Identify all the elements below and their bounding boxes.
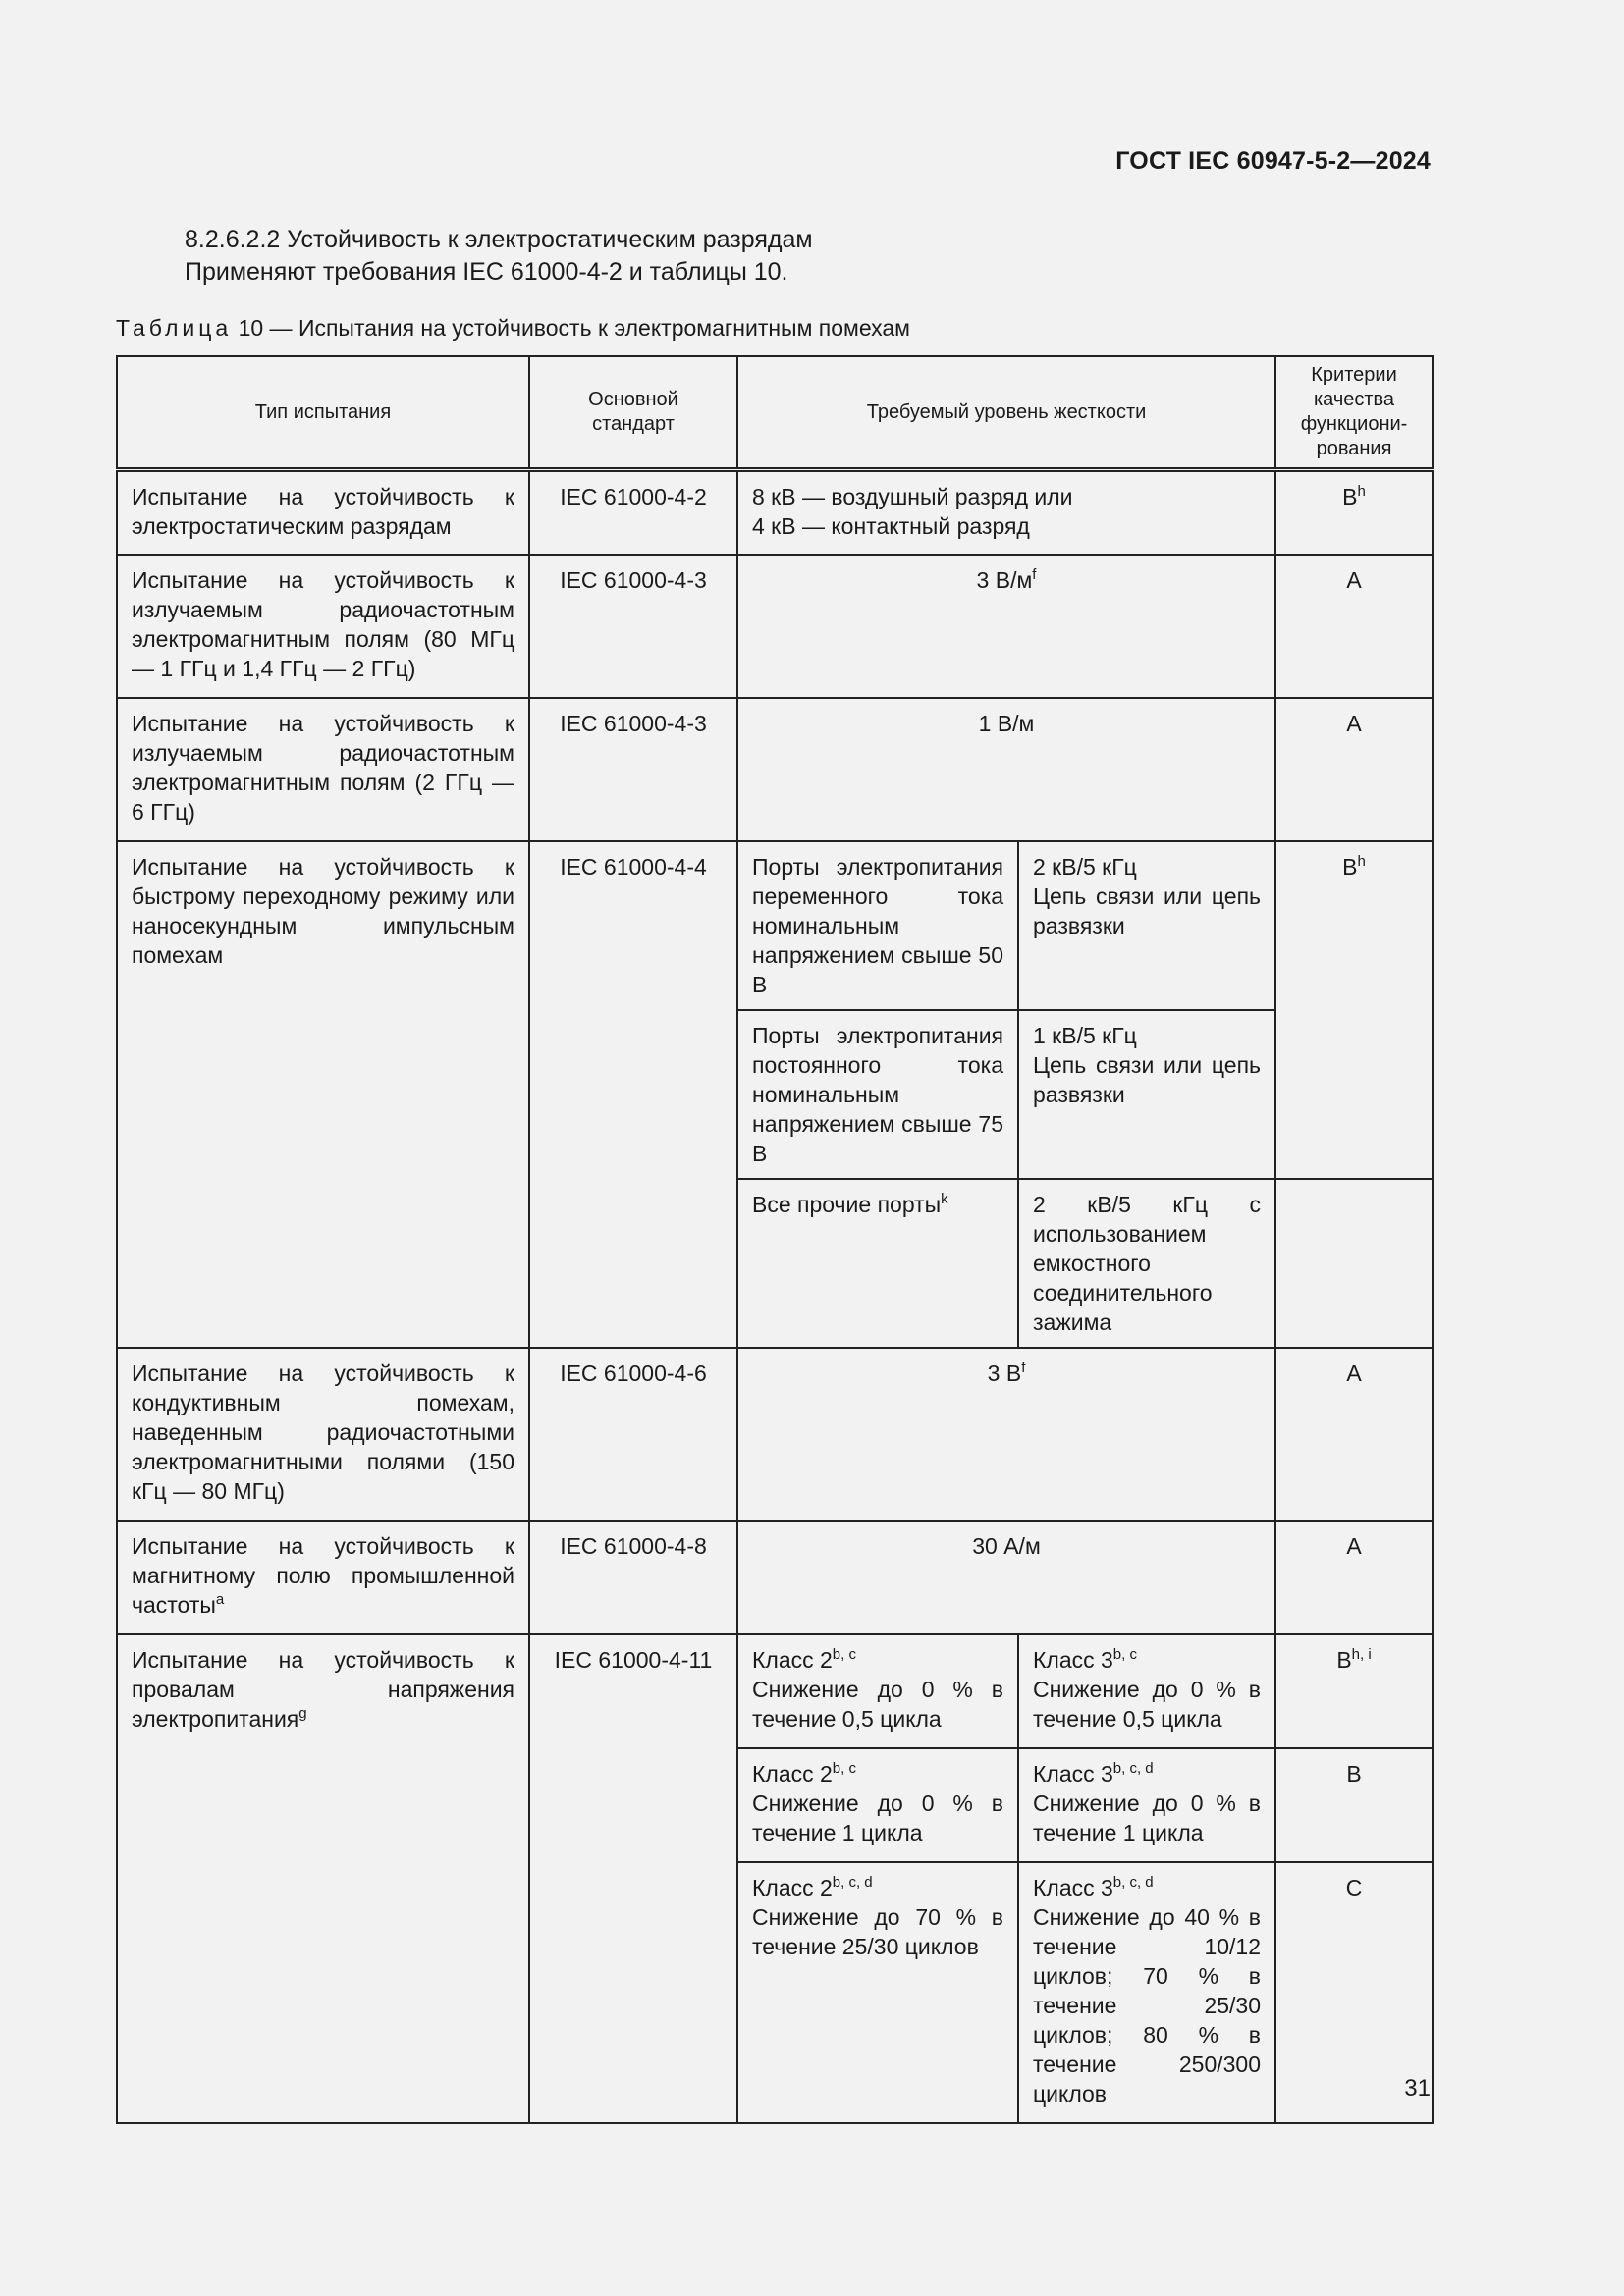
level-cell: 3 $В^f$ — [737, 1348, 1275, 1521]
criterion-cell: A — [1275, 1521, 1433, 1634]
header-test-type: Тип испытания — [117, 356, 529, 470]
standard-cell: IEC 61000-4-8 — [529, 1521, 737, 1634]
test-type-cell: Испытание на устойчивость к излучаемым радиочастотным электромагнитным полям (2 ГГц — 6 ГГц) — [117, 698, 529, 841]
class2-cell: Класс 2$^{b, c}$ Снижение до 0 % в течение 1 цикла — [737, 1748, 1018, 1862]
emc-test-table — [116, 355, 1434, 2124]
criterion-cell: B — [1275, 1748, 1433, 1862]
port-cell: Все прочие порты$^k$ — [737, 1179, 1018, 1348]
header-criteria: Критерии качества функциони- рования — [1275, 356, 1433, 470]
criterion-cell: C — [1275, 1862, 1433, 2123]
test-type-cell: Испытание на устойчивость к кондуктивным помехам, наведенным радиочастотными электромагнитными полями (150 кГц — 80 МГц) — [117, 1348, 529, 1521]
level-cell: 30 А/м — [737, 1521, 1275, 1634]
table-caption-label: Таблица — [116, 315, 233, 341]
criterion-cell: A — [1275, 1348, 1433, 1521]
table-row — [117, 555, 1433, 698]
document-code: ГОСТ IEC 60947-5-2—2024 — [1115, 147, 1431, 175]
criterion-cell: B$^{h, i}$ — [1275, 1634, 1433, 1748]
criterion-cell-empty — [1275, 1179, 1433, 1348]
criterion-cell: A — [1275, 698, 1433, 841]
table-row — [117, 698, 1433, 841]
table-row — [117, 1521, 1433, 1634]
standard-cell: IEC 61000-4-3 — [529, 555, 737, 698]
test-type-cell: Испытание на устойчивость к магнитному полю промышленной частоты$^a$ — [117, 1521, 529, 1634]
table-row — [117, 1634, 1433, 1748]
standard-cell: IEC 61000-4-4 — [529, 841, 737, 1348]
section-title: 8.2.6.2.2 Устойчивость к электростатическим разрядам — [185, 226, 813, 253]
page-number: 31 — [1404, 2075, 1431, 2102]
standard-cell: IEC 61000-4-6 — [529, 1348, 737, 1521]
table-caption — [116, 315, 910, 342]
header-standard: Основной стандарт — [529, 356, 737, 470]
standard-cell: IEC 61000-4-2 — [529, 470, 737, 555]
test-type-cell: Испытание на устойчивость к излучаемым радиочастотным электромагнитным полям (80 МГц — 1 ГГц и 1,4 ГГц — 2 ГГц) — [117, 555, 529, 698]
standard-cell: IEC 61000-4-11 — [529, 1634, 737, 2123]
test-type-cell: Испытание на устойчивость к провалам напряжения электропитания$^g$ — [117, 1634, 529, 2123]
class3-cell: Класс 3$^{b, c}$ Снижение до 0 % в течение 0,5 цикла — [1018, 1634, 1275, 1748]
header-level: Требуемый уровень жесткости — [737, 356, 1275, 470]
table-caption-text: 10 — Испытания на устойчивость к электромагнитным помехам — [232, 315, 910, 341]
table-row — [117, 841, 1433, 1010]
test-type-cell: Испытание на устойчивость к электростатическим разрядам — [117, 470, 529, 555]
level-value-cell: 1 кВ/5 кГц Цепь связи или цепь развязки — [1018, 1010, 1275, 1179]
criterion-cell: $B^h$ — [1275, 470, 1433, 555]
level-cell: 8 кВ — воздушный разряд или 4 кВ — контактный разряд — [737, 470, 1275, 555]
test-type-cell: Испытание на устойчивость к быстрому переходному режиму или наносекундным импульсным помехам — [117, 841, 529, 1348]
criterion-cell: $B^h$ — [1275, 841, 1433, 1179]
table-row — [117, 470, 1433, 555]
class2-cell: Класс 2$^{b, c, d}$ Снижение до 70 % в течение 25/30 циклов — [737, 1862, 1018, 2123]
standard-cell: IEC 61000-4-3 — [529, 698, 737, 841]
class3-cell: Класс 3$^{b, c, d}$ Снижение до 40 % в течение 10/12 циклов; 70 % в течение 25/30 циклов; 80 % в течение 250/300 циклов — [1018, 1862, 1275, 2123]
level-value-cell: 2 кВ/5 кГц с использованием емкостного соединительного зажима — [1018, 1179, 1275, 1348]
table-header-row — [117, 356, 1433, 470]
section-text: Применяют требования IEC 61000-4-2 и таблицы 10. — [185, 258, 788, 286]
class2-cell: Класс 2$^{b, c}$ Снижение до 0 % в течение 0,5 цикла — [737, 1634, 1018, 1748]
level-cell: 3 $В/м^f$ — [737, 555, 1275, 698]
port-cell: Порты электропитания переменного тока номинальным напряжением свыше 50 В — [737, 841, 1018, 1010]
level-value-cell: 2 кВ/5 кГц Цепь связи или цепь развязки — [1018, 841, 1275, 1010]
level-cell: 1 В/м — [737, 698, 1275, 841]
table-row — [117, 1348, 1433, 1521]
port-cell: Порты электропитания постоянного тока номинальным напряжением свыше 75 В — [737, 1010, 1018, 1179]
criterion-cell: A — [1275, 555, 1433, 698]
class3-cell: Класс 3$^{b, c, d}$ Снижение до 0 % в течение 1 цикла — [1018, 1748, 1275, 1862]
